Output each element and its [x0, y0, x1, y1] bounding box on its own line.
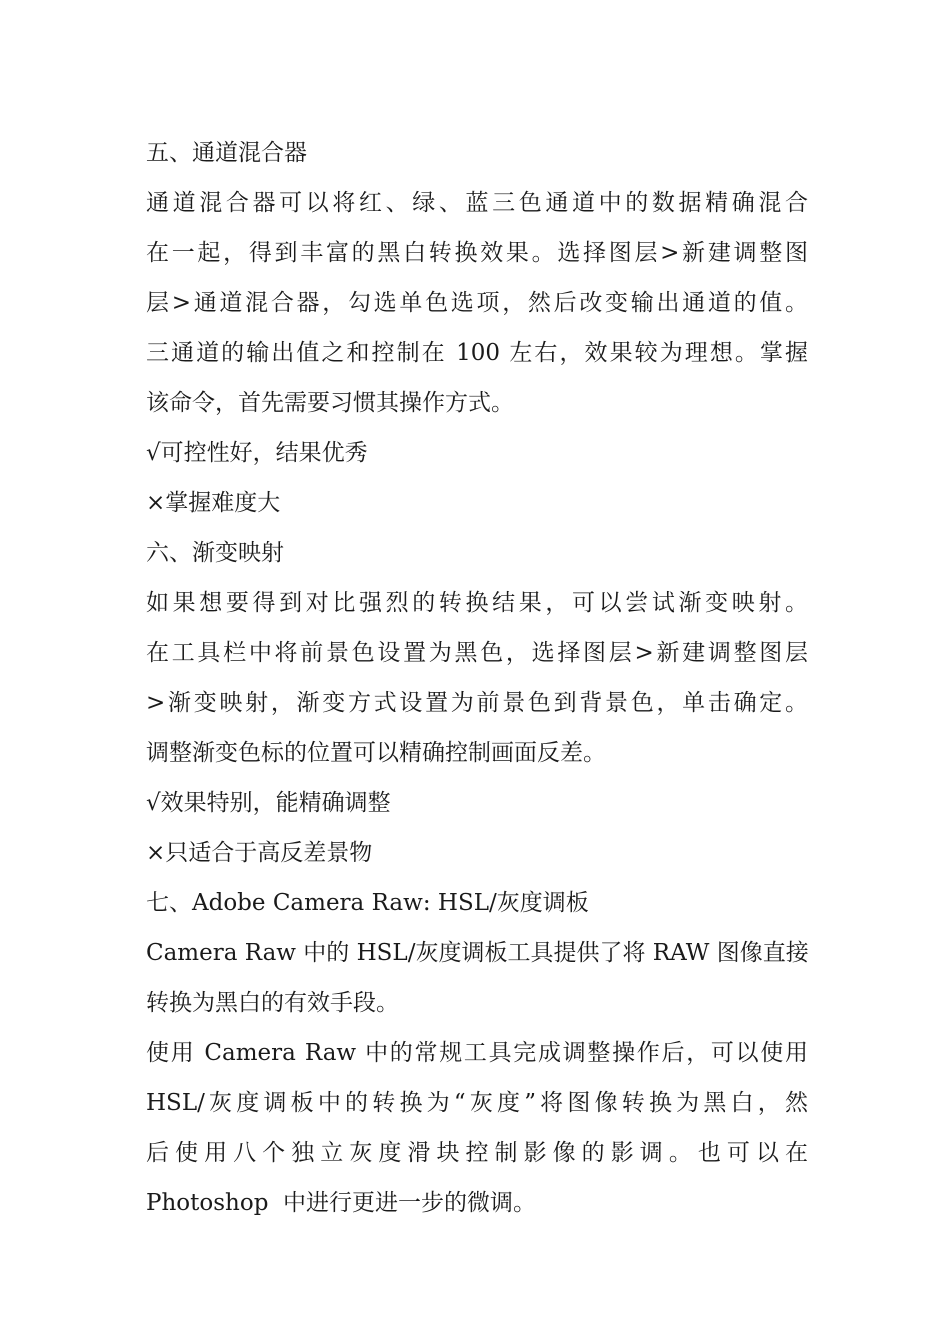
paragraph-line: 在一起，得到丰富的黑白转换效果。选择图层>新建调整图: [146, 240, 808, 266]
paragraph-line: 三通道的输出值之和控制在 100 左右，效果较为理想。掌握: [146, 340, 808, 366]
paragraph-line: 层>通道混合器，勾选单色选项，然后改变输出通道的值。: [146, 290, 808, 316]
con-item: ×掌握难度大: [146, 490, 281, 516]
paragraph-line: 后使用八个独立灰度滑块控制影像的影调。也可以在: [146, 1140, 808, 1166]
paragraph-line: Photoshop 中进行更进一步的微调。: [146, 1190, 537, 1216]
pro-item: √可控性好，结果优秀: [146, 440, 368, 466]
paragraph-line: 使用 Camera Raw 中的常规工具完成调整操作后，可以使用: [146, 1040, 808, 1066]
paragraph-line: Camera Raw 中的 HSL/灰度调板工具提供了将 RAW 图像直接: [146, 940, 809, 966]
section-heading-camera-raw: 七、Adobe Camera Raw: HSL/灰度调板: [146, 890, 589, 916]
con-item: ×只适合于高反差景物: [146, 840, 373, 866]
paragraph-line: 转换为黑白的有效手段。: [146, 990, 399, 1016]
section-heading-channel-mixer: 五、通道混合器: [146, 140, 307, 166]
paragraph-line: 在工具栏中将前景色设置为黑色，选择图层>新建调整图层: [146, 640, 808, 666]
document-page: [146, 128, 808, 1228]
paragraph-line: HSL/灰度调板中的转换为“灰度”将图像转换为黑白，然: [146, 1090, 808, 1116]
pro-item: √效果特别，能精确调整: [146, 790, 391, 816]
paragraph-line: 通道混合器可以将红、绿、蓝三色通道中的数据精确混合: [146, 190, 808, 216]
paragraph-line: 如果想要得到对比强烈的转换结果，可以尝试渐变映射。: [146, 590, 808, 616]
paragraph-line: 该命令，首先需要习惯其操作方式。: [146, 390, 514, 416]
paragraph-line: 调整渐变色标的位置可以精确控制画面反差。: [146, 740, 606, 766]
paragraph-line: >渐变映射，渐变方式设置为前景色到背景色，单击确定。: [146, 690, 808, 716]
section-heading-gradient-map: 六、渐变映射: [146, 540, 284, 566]
